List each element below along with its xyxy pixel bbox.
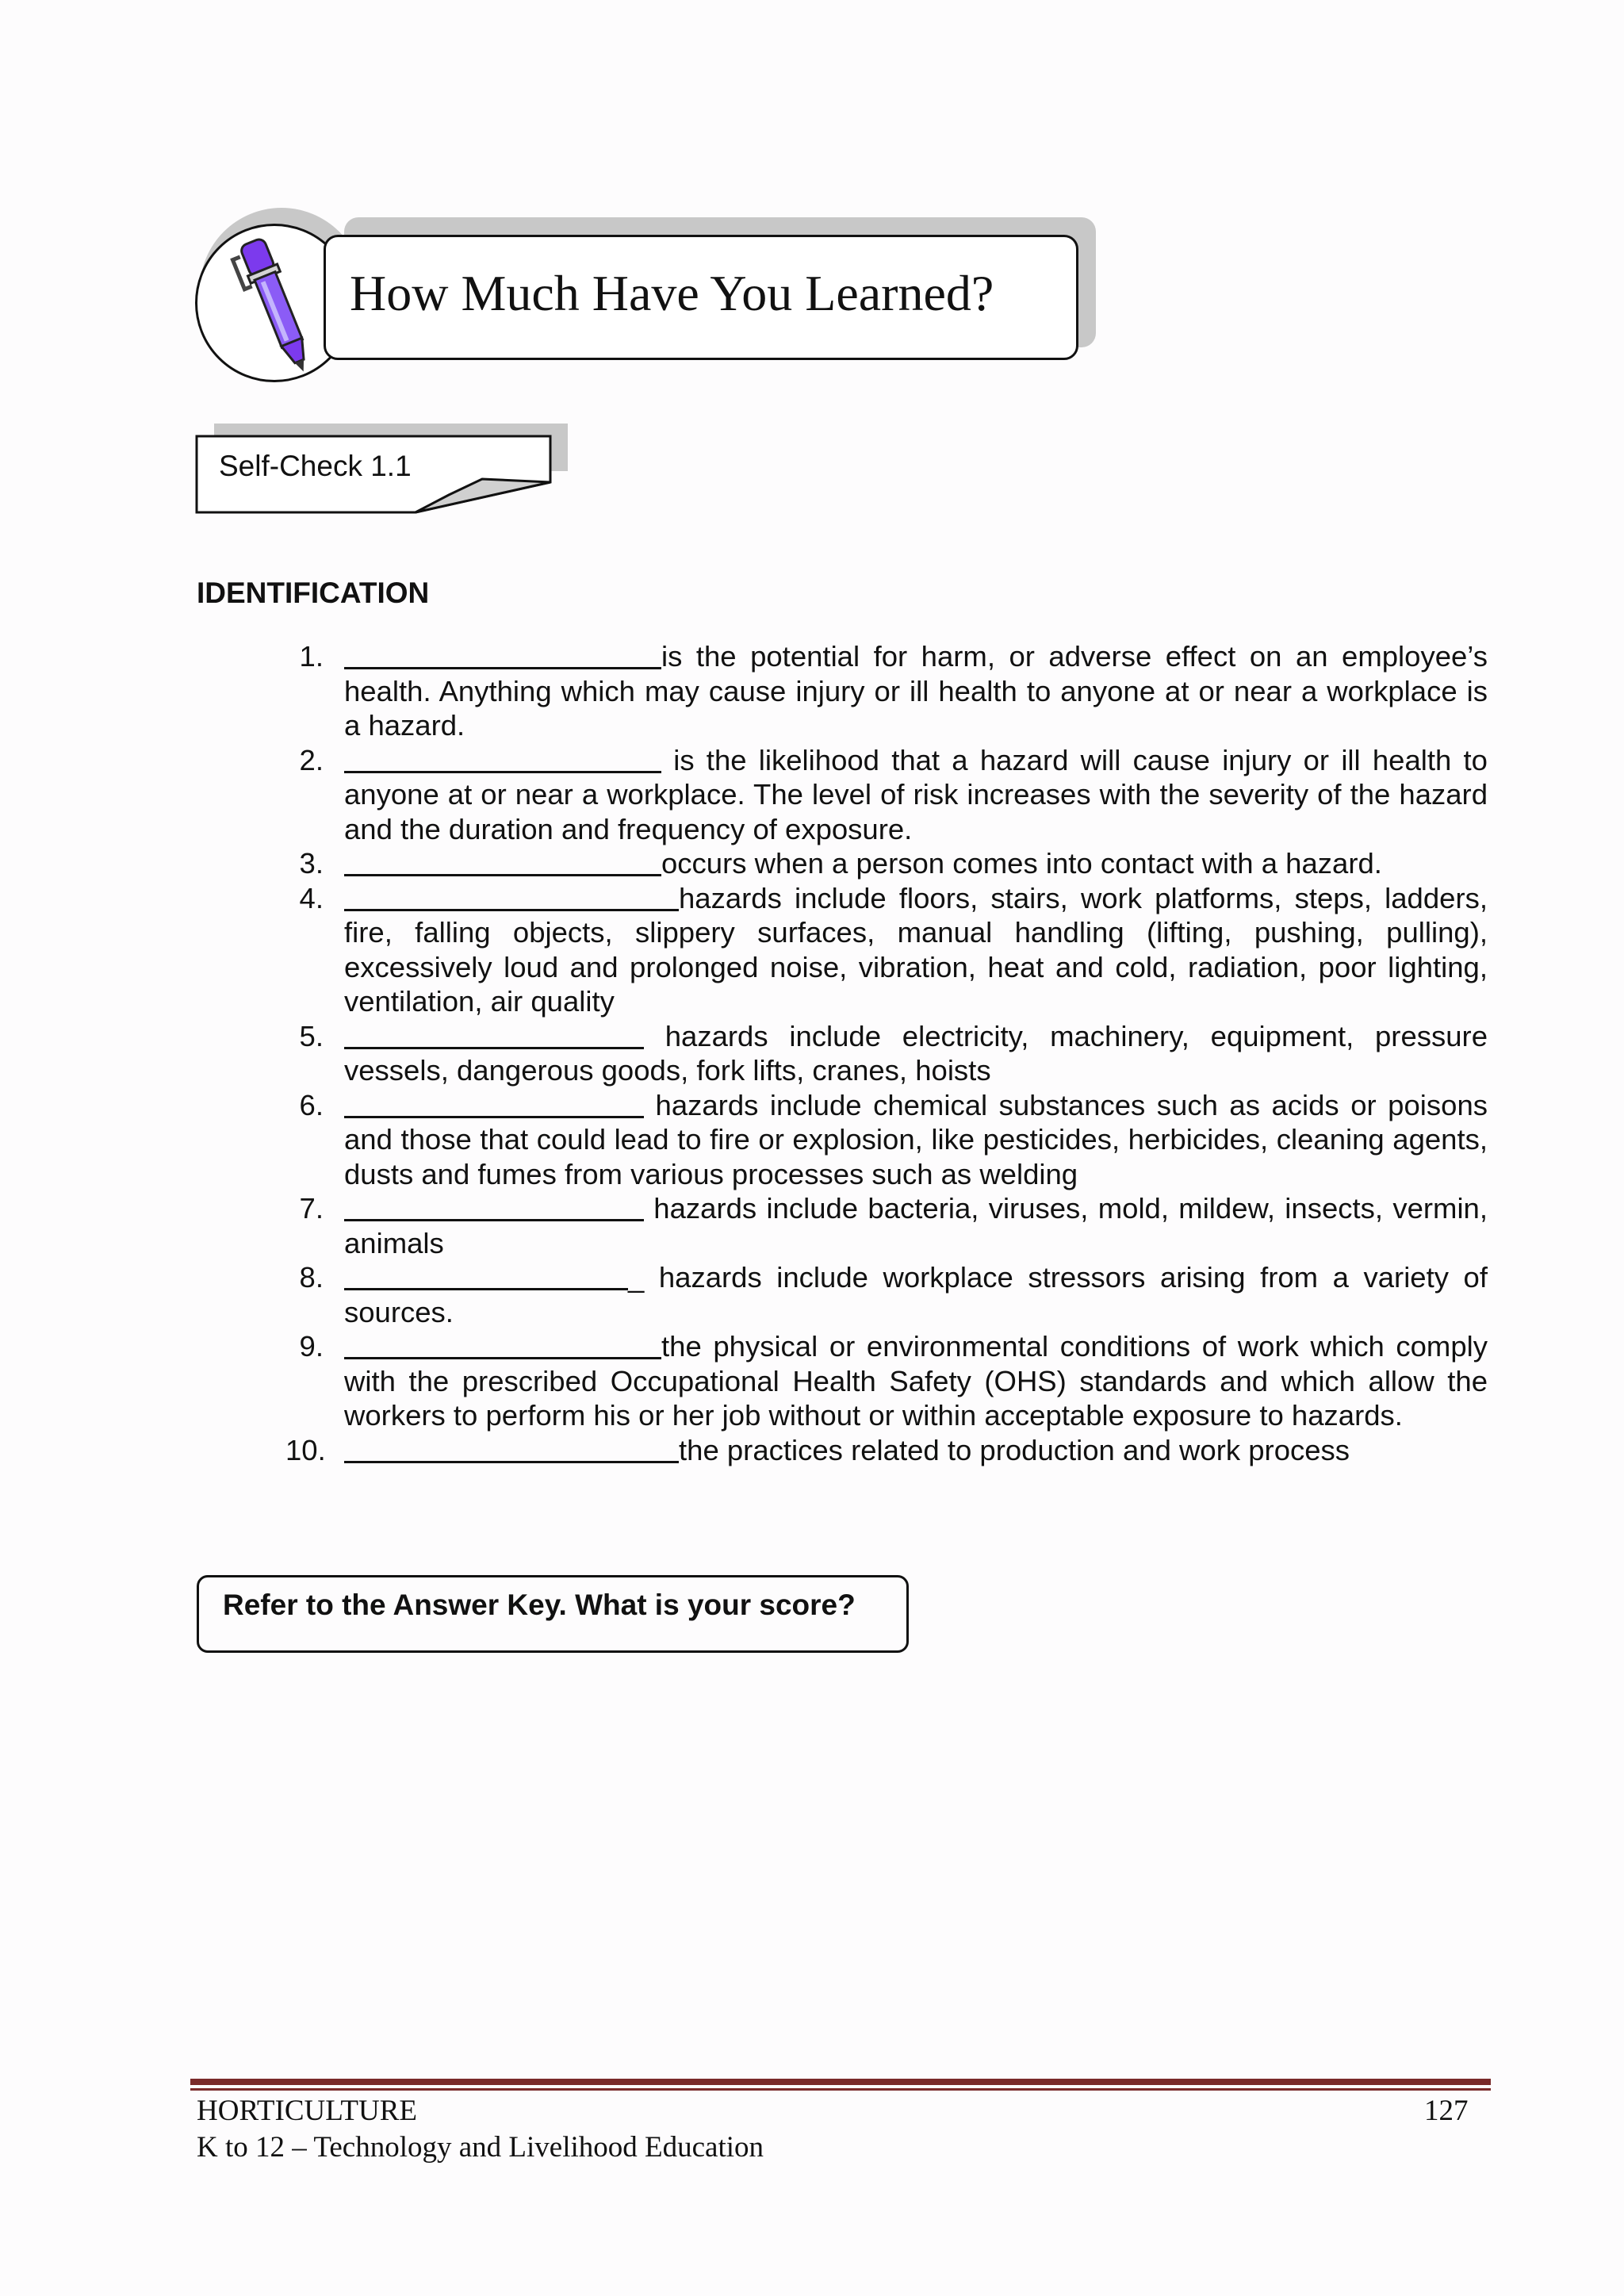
question-number: 10.	[285, 1433, 326, 1466]
banner-title-box	[324, 235, 1078, 360]
question-item	[285, 639, 1488, 743]
question-number: 8.	[299, 1261, 324, 1294]
question-text: is the potential for harm, or adverse effect on an employee’s health. Anything which may cause injury or ill health to anyone at or near a workplace is a hazard.	[344, 640, 1488, 742]
question-number: 4.	[299, 881, 324, 914]
answer-blank[interactable]	[344, 882, 679, 911]
question-text: the practices related to production and work process	[679, 1433, 1350, 1466]
self-check-label: Self-Check 1.1	[219, 450, 412, 482]
question-number: 6.	[299, 1088, 324, 1121]
answer-blank[interactable]	[344, 744, 661, 773]
page-number: 127	[1424, 2095, 1469, 2127]
footer-rule-thin	[190, 2088, 1491, 2091]
question-item	[285, 1433, 1488, 1468]
question-text: _ hazards include workplace stressors arising from a variety of sources.	[344, 1261, 1488, 1328]
footer-subject: HORTICULTURE	[197, 2095, 418, 2127]
question-item	[285, 1191, 1488, 1260]
question-item	[285, 1088, 1488, 1192]
question-text: hazards include bacteria, viruses, mold, mildew, insects, vermin, animals	[344, 1192, 1488, 1259]
answer-blank[interactable]	[344, 1089, 644, 1118]
question-number: 3.	[299, 847, 324, 880]
question-text: hazards include chemical substances such as acids or poisons and those that could lead to fire or explosion, like pesticides, herbicides, cleaning agents, dusts and fumes from various processes such as welding	[344, 1088, 1488, 1190]
footer-course: K to 12 – Technology and Livelihood Education	[197, 2131, 764, 2164]
question-item	[285, 1019, 1488, 1088]
page-title: How Much Have You Learned?	[350, 265, 994, 321]
question-number: 5.	[299, 1019, 324, 1052]
question-text: the physical or environmental conditions of work which comply with the prescribed Occupational Health Safety (OHS) standards and which allow the workers to perform his or her job without or within acceptable exposure to hazards.	[344, 1330, 1488, 1432]
question-number: 7.	[299, 1192, 324, 1225]
footer-rule	[190, 2079, 1491, 2085]
question-text: hazards include electricity, machinery, equipment, pressure vessels, dangerous goods, fork lifts, cranes, hoists	[344, 1019, 1488, 1087]
answer-blank[interactable]	[344, 1330, 661, 1359]
question-item	[285, 743, 1488, 847]
answer-blank[interactable]	[344, 1261, 628, 1290]
question-item	[285, 1260, 1488, 1329]
question-number: 1.	[299, 640, 324, 673]
question-number: 2.	[299, 743, 324, 776]
answer-blank[interactable]	[344, 1020, 644, 1049]
answer-key-prompt: Refer to the Answer Key. What is your score?	[223, 1589, 856, 1621]
answer-blank[interactable]	[344, 640, 661, 669]
section-heading: IDENTIFICATION	[197, 577, 430, 609]
answer-blank[interactable]	[344, 847, 661, 876]
answer-blank[interactable]	[344, 1434, 679, 1463]
answer-blank[interactable]	[344, 1192, 644, 1221]
question-list	[285, 639, 1488, 1467]
question-text: occurs when a person comes into contact with a hazard.	[661, 847, 1382, 880]
question-text: is the likelihood that a hazard will cause injury or ill health to anyone at or near a workplace. The level of risk increases with the severity of the hazard and the duration and frequency of exposure.	[344, 743, 1488, 845]
question-item	[285, 881, 1488, 1019]
answer-key-box	[197, 1575, 909, 1653]
question-text: hazards include floors, stairs, work platforms, steps, ladders, fire, falling objects, slippery surfaces, manual handling (lifting, pushing, pulling), excessively loud and prolonged noise, vibration, heat and cold, radiation, poor lighting, ventilation, air quality	[344, 881, 1488, 1018]
question-item	[285, 846, 1488, 881]
question-item	[285, 1329, 1488, 1433]
question-number: 9.	[299, 1330, 324, 1363]
